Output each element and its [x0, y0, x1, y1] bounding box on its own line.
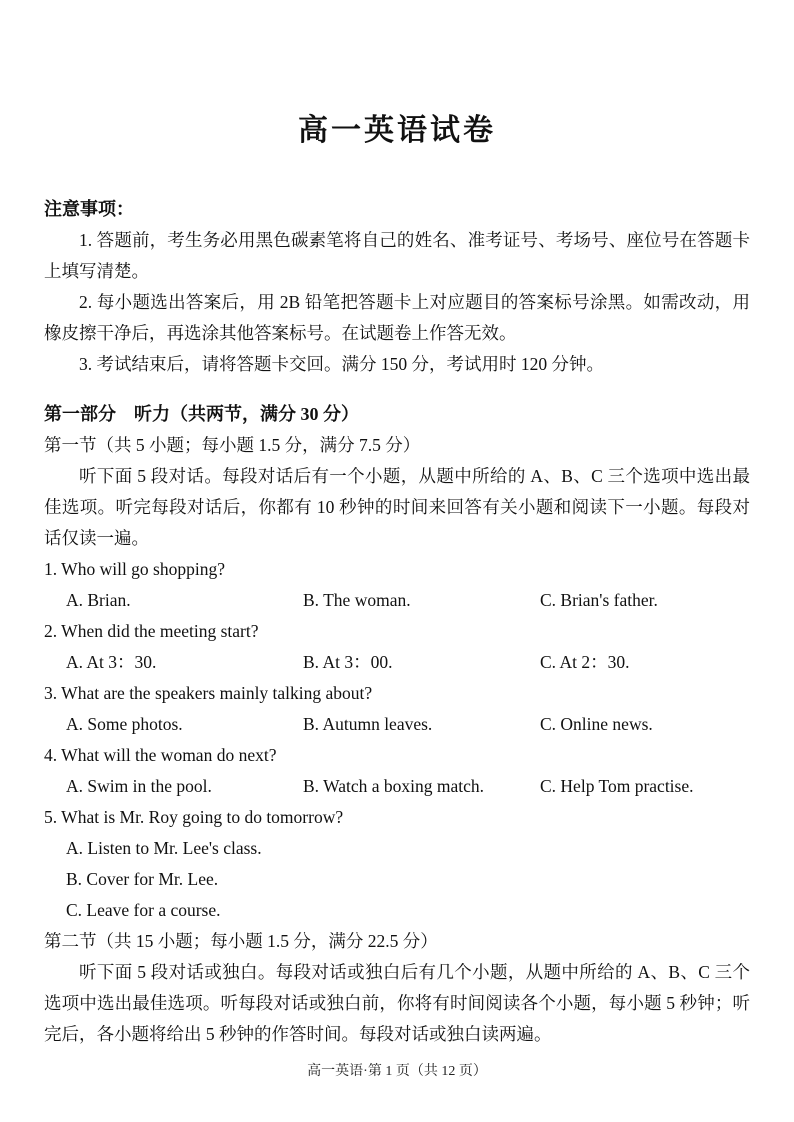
notice-heading: 注意事项： — [44, 199, 134, 219]
question-1-text: 1. Who will go shopping? — [44, 559, 225, 579]
question-3-option-b: B. Autumn leaves. — [303, 714, 433, 734]
question-3-option-a: A. Some photos. — [66, 714, 183, 734]
notice-item-1: 1. 答题前，考生务必用黑色碳素笔将自己的姓名、准考证号、考场号、座位号在答题卡上填写清楚。 — [44, 230, 750, 281]
question-3 — [44, 678, 750, 740]
question-2-option-c: C. At 2：30. — [540, 652, 630, 672]
question-4-options — [44, 771, 750, 802]
question-1 — [44, 554, 750, 616]
question-2-option-a: A. At 3：30. — [66, 652, 157, 672]
section2-instructions: 听下面 5 段对话或独白。每段对话或独白后有几个小题，从题中所给的 A、B、C 三个选项中选出最佳选项。听每段对话或独白前，你将有时间阅读各个小题，每小题 5 秒钟；听完后，各小题将给出 5 秒钟的作答时间。每段对话或独白读两遍。 — [44, 962, 750, 1044]
question-5-option-c: C. Leave for a course. — [66, 900, 221, 920]
question-1-option-a: A. Brian. — [66, 590, 131, 610]
notice-section — [44, 194, 750, 380]
page-title: 高一英语试卷 — [298, 114, 496, 147]
question-5 — [44, 802, 750, 926]
question-2-options — [44, 647, 750, 678]
part1-heading: 第一部分 听力（共两节，满分 30 分） — [44, 404, 359, 424]
question-5-text: 5. What is Mr. Roy going to do tomorrow? — [44, 807, 344, 827]
question-1-option-c: C. Brian's father. — [540, 590, 658, 610]
section1-instructions: 听下面 5 段对话。每段对话后有一个小题，从题中所给的 A、B、C 三个选项中选出最佳选项。听完每段对话后，你都有 10 秒钟的时间来回答有关小题和阅读下一小题。每段对话仅读一遍。 — [44, 466, 750, 548]
question-4-option-a: A. Swim in the pool. — [66, 776, 212, 796]
question-2-option-b: B. At 3：00. — [303, 652, 393, 672]
question-2 — [44, 616, 750, 678]
page-footer: 高一英语·第 1 页（共 12 页） — [307, 1064, 487, 1079]
question-4-option-c: C. Help Tom practise. — [540, 776, 694, 796]
part1-listening — [44, 399, 750, 1050]
section1-heading: 第一节（共 5 小题；每小题 1.5 分，满分 7.5 分） — [44, 435, 421, 455]
question-3-option-c: C. Online news. — [540, 714, 653, 734]
section2-heading: 第二节（共 15 小题；每小题 1.5 分，满分 22.5 分） — [44, 931, 438, 951]
question-2-text: 2. When did the meeting start? — [44, 621, 259, 641]
question-5-option-b: B. Cover for Mr. Lee. — [66, 869, 219, 889]
question-1-options — [44, 585, 750, 616]
question-4 — [44, 740, 750, 802]
question-3-text: 3. What are the speakers mainly talking about? — [44, 683, 373, 703]
question-3-options — [44, 709, 750, 740]
notice-item-3: 3. 考试结束后，请将答题卡交回。满分 150 分，考试用时 120 分钟。 — [79, 354, 604, 374]
notice-item-2: 2. 每小题选出答案后，用 2B 铅笔把答题卡上对应题目的答案标号涂黑。如需改动，用橡皮擦干净后，再选涂其他答案标号。在试题卷上作答无效。 — [44, 292, 750, 343]
question-1-option-b: B. The woman. — [303, 590, 411, 610]
section1-questions — [44, 554, 750, 926]
question-4-option-b: B. Watch a boxing match. — [303, 776, 485, 796]
question-4-text: 4. What will the woman do next? — [44, 745, 277, 765]
question-5-option-a: A. Listen to Mr. Lee's class. — [66, 838, 262, 858]
question-5-options — [44, 833, 750, 926]
